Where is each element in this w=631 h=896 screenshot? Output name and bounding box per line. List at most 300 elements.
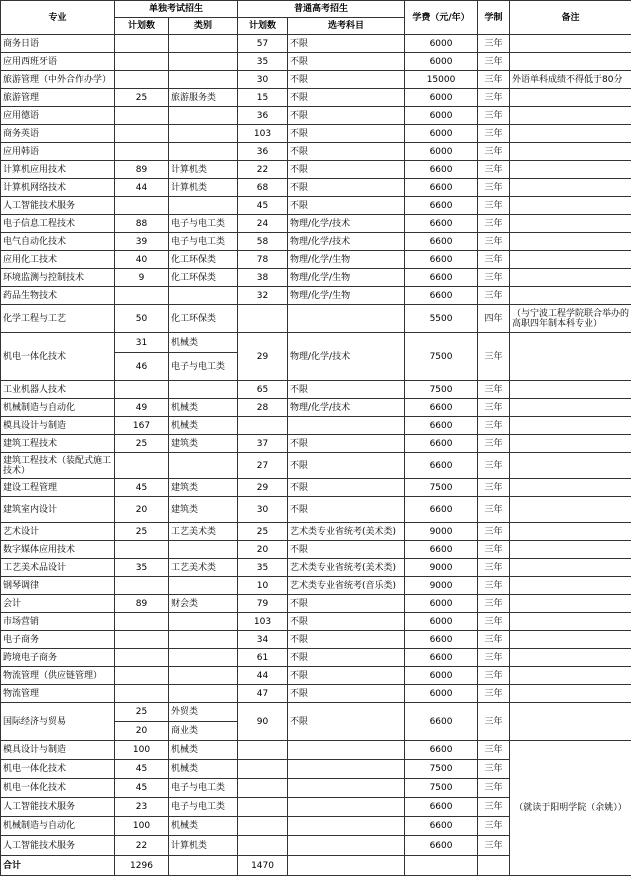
duration-cell: 三年	[478, 125, 510, 143]
table-row	[1, 523, 631, 541]
general-subjects-cell: 不限	[288, 197, 405, 215]
general-plan-cell: 79	[238, 595, 288, 613]
tuition-cell: 6000	[405, 613, 478, 631]
separate-category-cell: 建筑类	[169, 435, 238, 453]
separate-plan-header: 计划数	[115, 18, 169, 35]
general-subjects-cell: 不限	[288, 161, 405, 179]
general-subjects-cell: 不限	[288, 453, 405, 479]
remark-cell	[510, 287, 631, 305]
tuition-cell: 7500	[405, 381, 478, 399]
remark-cell	[510, 107, 631, 125]
general-plan-cell	[238, 779, 288, 798]
major-cell: 建筑工程技术（装配式施工技术）	[1, 453, 115, 479]
separate-plan-cell	[115, 53, 169, 71]
table-row	[1, 399, 631, 417]
general-plan-cell: 20	[238, 541, 288, 559]
tuition-cell: 6600	[405, 197, 478, 215]
duration-cell: 三年	[478, 703, 510, 741]
tuition-cell: 7500	[405, 779, 478, 798]
major-cell: 机电一体化技术	[1, 760, 115, 779]
duration-cell: 三年	[478, 251, 510, 269]
separate-plan-cell: 20	[115, 722, 169, 741]
remark-cell	[510, 89, 631, 107]
major-cell: 跨境电子商务	[1, 649, 115, 667]
general-plan-cell	[238, 741, 288, 760]
major-cell: 艺术设计	[1, 523, 115, 541]
separate-plan-cell	[115, 631, 169, 649]
separate-plan-cell	[115, 649, 169, 667]
major-cell: 商务日语	[1, 35, 115, 53]
separate-plan-cell	[115, 125, 169, 143]
major-cell: 钢琴调律	[1, 577, 115, 595]
total-general-plan: 1470	[238, 856, 288, 876]
tuition-cell: 6000	[405, 107, 478, 125]
general-subjects-cell: 不限	[288, 35, 405, 53]
table-cell	[288, 856, 405, 876]
tuition-cell: 6000	[405, 143, 478, 161]
separate-category-cell	[169, 541, 238, 559]
duration-cell: 三年	[478, 381, 510, 399]
separate-plan-cell: 89	[115, 161, 169, 179]
tuition-cell: 6600	[405, 233, 478, 251]
tuition-cell: 6600	[405, 703, 478, 741]
general-subjects-cell: 物理/化学/生物	[288, 287, 405, 305]
separate-category-cell	[169, 53, 238, 71]
table-row	[1, 559, 631, 577]
separate-category-cell	[169, 197, 238, 215]
major-cell: 计算机应用技术	[1, 161, 115, 179]
major-cell: 环境监测与控制技术	[1, 269, 115, 287]
table-row	[1, 631, 631, 649]
duration-cell: 三年	[478, 107, 510, 125]
duration-cell: 三年	[478, 685, 510, 703]
general-plan-cell: 68	[238, 179, 288, 197]
general-subjects-cell: 不限	[288, 595, 405, 613]
total-separate-plan: 1296	[115, 856, 169, 876]
table-row	[1, 179, 631, 197]
duration-cell: 三年	[478, 333, 510, 381]
major-cell: 计算机网络技术	[1, 179, 115, 197]
duration-cell: 三年	[478, 595, 510, 613]
general-subjects-cell: 物理/化学/技术	[288, 215, 405, 233]
separate-category-cell	[169, 685, 238, 703]
remark-cell	[510, 497, 631, 523]
major-cell: 药品生物技术	[1, 287, 115, 305]
major-cell: 电子商务	[1, 631, 115, 649]
general-subjects-cell	[288, 779, 405, 798]
table-row	[1, 453, 631, 479]
duration-cell: 三年	[478, 667, 510, 685]
remark-cell	[510, 577, 631, 595]
major-cell: 国际经济与贸易	[1, 703, 115, 741]
general-plan-cell: 32	[238, 287, 288, 305]
tuition-cell: 6600	[405, 453, 478, 479]
separate-plan-cell	[115, 381, 169, 399]
general-plan-cell: 57	[238, 35, 288, 53]
separate-plan-cell	[115, 35, 169, 53]
major-cell: 机电一体化技术	[1, 779, 115, 798]
major-cell: 建筑室内设计	[1, 497, 115, 523]
duration-cell: 三年	[478, 649, 510, 667]
general-subjects-cell: 不限	[288, 89, 405, 107]
general-plan-cell: 27	[238, 453, 288, 479]
separate-category-cell: 机械类	[169, 333, 238, 353]
general-subjects-cell: 物理/化学/技术	[288, 399, 405, 417]
separate-category-cell	[169, 287, 238, 305]
general-plan-cell	[238, 417, 288, 435]
general-subjects-cell	[288, 817, 405, 836]
major-cell: 物流管理	[1, 685, 115, 703]
general-subjects-cell	[288, 760, 405, 779]
table-row	[1, 89, 631, 107]
major-cell: 物流管理（供应链管理）	[1, 667, 115, 685]
separate-plan-cell	[115, 453, 169, 479]
tuition-header: 学费（元/年）	[405, 1, 478, 35]
remarks-header: 备注	[510, 1, 631, 35]
separate-category-cell	[169, 381, 238, 399]
major-cell: 人工智能技术服务	[1, 197, 115, 215]
separate-plan-cell: 35	[115, 559, 169, 577]
yangming-remark-cell: （就读于阳明学院（余姚））	[510, 741, 631, 876]
duration-cell: 三年	[478, 35, 510, 53]
tuition-cell: 6600	[405, 417, 478, 435]
general-subjects-cell: 不限	[288, 143, 405, 161]
separate-plan-cell: 45	[115, 779, 169, 798]
general-plan-cell: 37	[238, 435, 288, 453]
remark-cell	[510, 613, 631, 631]
general-subjects-cell: 不限	[288, 613, 405, 631]
general-subjects-cell: 不限	[288, 71, 405, 89]
tuition-cell: 6000	[405, 595, 478, 613]
table-row	[1, 197, 631, 215]
separate-plan-cell	[115, 577, 169, 595]
general-plan-cell: 24	[238, 215, 288, 233]
duration-cell: 三年	[478, 197, 510, 215]
separate-plan-cell: 45	[115, 760, 169, 779]
duration-cell: 四年	[478, 305, 510, 333]
duration-header: 学制	[478, 1, 510, 35]
general-subjects-cell: 不限	[288, 179, 405, 197]
general-plan-cell: 30	[238, 497, 288, 523]
general-plan-cell: 22	[238, 161, 288, 179]
major-cell: 应用德语	[1, 107, 115, 125]
duration-cell: 三年	[478, 541, 510, 559]
general-subjects-cell: 不限	[288, 53, 405, 71]
table-cell	[478, 856, 510, 876]
remark-cell	[510, 381, 631, 399]
general-plan-cell: 25	[238, 523, 288, 541]
table-row	[1, 143, 631, 161]
general-plan-cell	[238, 836, 288, 856]
table-row	[1, 613, 631, 631]
separate-plan-cell: 25	[115, 89, 169, 107]
general-plan-cell: 15	[238, 89, 288, 107]
table-cell	[169, 856, 238, 876]
separate-plan-cell: 46	[115, 353, 169, 381]
separate-category-cell: 电子与电工类	[169, 798, 238, 817]
major-cell: 商务英语	[1, 125, 115, 143]
general-subjects-cell: 不限	[288, 631, 405, 649]
separate-plan-cell: 100	[115, 741, 169, 760]
remark-cell	[510, 453, 631, 479]
remark-cell	[510, 251, 631, 269]
separate-plan-cell: 89	[115, 595, 169, 613]
major-cell: 机械制造与自动化	[1, 399, 115, 417]
remark-cell	[510, 417, 631, 435]
tuition-cell: 7500	[405, 333, 478, 381]
separate-category-cell: 工艺美术类	[169, 559, 238, 577]
separate-plan-cell: 44	[115, 179, 169, 197]
duration-cell: 三年	[478, 559, 510, 577]
table-row	[1, 35, 631, 53]
tuition-cell: 6600	[405, 179, 478, 197]
general-plan-cell: 103	[238, 125, 288, 143]
separate-plan-cell: 9	[115, 269, 169, 287]
duration-cell: 三年	[478, 417, 510, 435]
major-cell: 人工智能技术服务	[1, 798, 115, 817]
separate-category-cell: 机械类	[169, 399, 238, 417]
general-subjects-cell: 不限	[288, 649, 405, 667]
separate-category-cell: 机械类	[169, 741, 238, 760]
duration-cell: 三年	[478, 215, 510, 233]
major-cell: 建设工程管理	[1, 479, 115, 497]
separate-category-cell: 机械类	[169, 417, 238, 435]
tuition-cell: 6000	[405, 125, 478, 143]
general-plan-cell	[238, 798, 288, 817]
general-subjects-cell: 不限	[288, 435, 405, 453]
major-cell: 化学工程与工艺	[1, 305, 115, 333]
general-plan-cell: 30	[238, 71, 288, 89]
duration-cell: 三年	[478, 523, 510, 541]
total-label: 合计	[1, 856, 115, 876]
separate-category-cell: 电子与电工类	[169, 353, 238, 381]
table-row	[1, 417, 631, 435]
tuition-cell: 6600	[405, 251, 478, 269]
major-cell: 机械制造与自动化	[1, 817, 115, 836]
separate-category-cell	[169, 613, 238, 631]
general-subjects-cell: 不限	[288, 541, 405, 559]
remark-cell	[510, 595, 631, 613]
separate-plan-cell: 50	[115, 305, 169, 333]
remark-cell	[510, 523, 631, 541]
table-row	[1, 125, 631, 143]
separate-plan-cell: 167	[115, 417, 169, 435]
remark-cell	[510, 125, 631, 143]
remark-cell: （与宁波工程学院联合举办的高职四年制本科专业）	[510, 305, 631, 333]
separate-plan-cell: 25	[115, 703, 169, 722]
duration-cell: 三年	[478, 631, 510, 649]
separate-category-cell: 电子与电工类	[169, 779, 238, 798]
table-row	[1, 161, 631, 179]
separate-plan-cell: 22	[115, 836, 169, 856]
major-cell: 电子信息工程技术	[1, 215, 115, 233]
general-subjects-cell: 物理/化学/生物	[288, 251, 405, 269]
remark-cell	[510, 143, 631, 161]
general-subjects-cell: 不限	[288, 685, 405, 703]
separate-plan-cell: 25	[115, 523, 169, 541]
major-cell: 市场营销	[1, 613, 115, 631]
duration-cell: 三年	[478, 453, 510, 479]
general-plan-cell: 36	[238, 143, 288, 161]
separate-category-cell	[169, 71, 238, 89]
separate-category-cell: 电子与电工类	[169, 233, 238, 251]
table-row	[1, 649, 631, 667]
tuition-cell: 6600	[405, 287, 478, 305]
separate-category-cell: 旅游服务类	[169, 89, 238, 107]
tuition-cell: 6600	[405, 435, 478, 453]
duration-cell: 三年	[478, 741, 510, 760]
table-row	[1, 741, 631, 760]
remark-cell	[510, 35, 631, 53]
general-plan-cell: 28	[238, 399, 288, 417]
general-subjects-cell: 艺术类专业省统考(美术类)	[288, 523, 405, 541]
general-plan-cell: 38	[238, 269, 288, 287]
major-cell: 模具设计与制造	[1, 417, 115, 435]
table-row	[1, 269, 631, 287]
remark-cell	[510, 215, 631, 233]
general-subjects-header: 选考科目	[288, 18, 405, 35]
remark-cell	[510, 197, 631, 215]
separate-plan-cell: 49	[115, 399, 169, 417]
table-row	[1, 685, 631, 703]
general-plan-cell: 65	[238, 381, 288, 399]
separate-category-cell: 建筑类	[169, 479, 238, 497]
remark-cell	[510, 269, 631, 287]
general-plan-cell: 47	[238, 685, 288, 703]
separate-plan-cell: 45	[115, 479, 169, 497]
remark-cell	[510, 53, 631, 71]
general-subjects-cell: 不限	[288, 107, 405, 125]
separate-category-cell	[169, 143, 238, 161]
general-exam-header: 普通高考招生	[238, 1, 405, 18]
separate-plan-cell	[115, 541, 169, 559]
tuition-cell: 6000	[405, 35, 478, 53]
separate-plan-cell	[115, 143, 169, 161]
major-cell: 人工智能技术服务	[1, 836, 115, 856]
general-subjects-cell: 物理/化学/技术	[288, 233, 405, 251]
separate-category-cell: 商业类	[169, 722, 238, 741]
major-cell: 工业机器人技术	[1, 381, 115, 399]
remark-cell	[510, 703, 631, 741]
table-cell	[405, 856, 478, 876]
separate-plan-cell	[115, 613, 169, 631]
remark-cell	[510, 541, 631, 559]
major-cell: 建筑工程技术	[1, 435, 115, 453]
table-row	[1, 703, 631, 722]
tuition-cell: 6000	[405, 89, 478, 107]
general-subjects-cell	[288, 305, 405, 333]
general-subjects-cell	[288, 836, 405, 856]
table-row	[1, 53, 631, 71]
separate-category-cell	[169, 667, 238, 685]
general-plan-cell: 45	[238, 197, 288, 215]
separate-category-cell	[169, 107, 238, 125]
duration-cell: 三年	[478, 399, 510, 417]
separate-category-cell: 建筑类	[169, 497, 238, 523]
table-header	[1, 1, 631, 35]
general-subjects-cell: 艺术类专业省统考(音乐类)	[288, 577, 405, 595]
duration-cell: 三年	[478, 161, 510, 179]
remark-cell	[510, 399, 631, 417]
general-plan-cell: 35	[238, 53, 288, 71]
major-cell: 电气自动化技术	[1, 233, 115, 251]
separate-category-cell: 电子与电工类	[169, 215, 238, 233]
duration-cell: 三年	[478, 89, 510, 107]
general-subjects-cell: 不限	[288, 479, 405, 497]
tuition-cell: 6600	[405, 269, 478, 287]
tuition-cell: 6600	[405, 817, 478, 836]
table-row	[1, 233, 631, 251]
remark-cell	[510, 631, 631, 649]
general-plan-cell	[238, 817, 288, 836]
separate-plan-cell	[115, 107, 169, 125]
tuition-cell: 6000	[405, 667, 478, 685]
duration-cell: 三年	[478, 760, 510, 779]
table-row	[1, 215, 631, 233]
major-cell: 应用西班牙语	[1, 53, 115, 71]
tuition-cell: 7500	[405, 760, 478, 779]
remark-cell	[510, 333, 631, 381]
table-row	[1, 287, 631, 305]
separate-exam-header: 单独考试招生	[115, 1, 238, 18]
major-header: 专业	[1, 1, 115, 35]
general-subjects-cell: 物理/化学/技术	[288, 333, 405, 381]
duration-cell: 三年	[478, 269, 510, 287]
duration-cell: 三年	[478, 779, 510, 798]
major-cell: 应用韩语	[1, 143, 115, 161]
duration-cell: 三年	[478, 798, 510, 817]
general-subjects-cell: 物理/化学/生物	[288, 269, 405, 287]
general-plan-cell: 61	[238, 649, 288, 667]
duration-cell: 三年	[478, 143, 510, 161]
tuition-cell: 9000	[405, 559, 478, 577]
duration-cell: 三年	[478, 817, 510, 836]
separate-category-cell: 工艺美术类	[169, 523, 238, 541]
tuition-cell: 6000	[405, 53, 478, 71]
separate-category-cell: 财会类	[169, 595, 238, 613]
separate-plan-cell: 31	[115, 333, 169, 353]
table-row	[1, 333, 631, 353]
remark-cell	[510, 161, 631, 179]
general-plan-cell: 35	[238, 559, 288, 577]
remark-cell	[510, 233, 631, 251]
remark-cell	[510, 649, 631, 667]
table-body	[1, 35, 631, 876]
tuition-cell: 6600	[405, 631, 478, 649]
table-row	[1, 497, 631, 523]
general-plan-cell	[238, 760, 288, 779]
duration-cell: 三年	[478, 836, 510, 856]
separate-plan-cell	[115, 685, 169, 703]
separate-category-cell: 化工环保类	[169, 251, 238, 269]
tuition-cell: 9000	[405, 577, 478, 595]
major-cell: 会计	[1, 595, 115, 613]
general-subjects-cell: 不限	[288, 703, 405, 741]
table-row	[1, 577, 631, 595]
general-subjects-cell: 不限	[288, 125, 405, 143]
general-plan-cell: 90	[238, 703, 288, 741]
tuition-cell: 5500	[405, 305, 478, 333]
general-plan-cell: 78	[238, 251, 288, 269]
remark-cell	[510, 559, 631, 577]
separate-plan-cell: 20	[115, 497, 169, 523]
tuition-cell: 6000	[405, 685, 478, 703]
duration-cell: 三年	[478, 233, 510, 251]
separate-category-header: 类别	[169, 18, 238, 35]
separate-category-cell: 化工环保类	[169, 269, 238, 287]
general-plan-cell: 34	[238, 631, 288, 649]
duration-cell: 三年	[478, 287, 510, 305]
